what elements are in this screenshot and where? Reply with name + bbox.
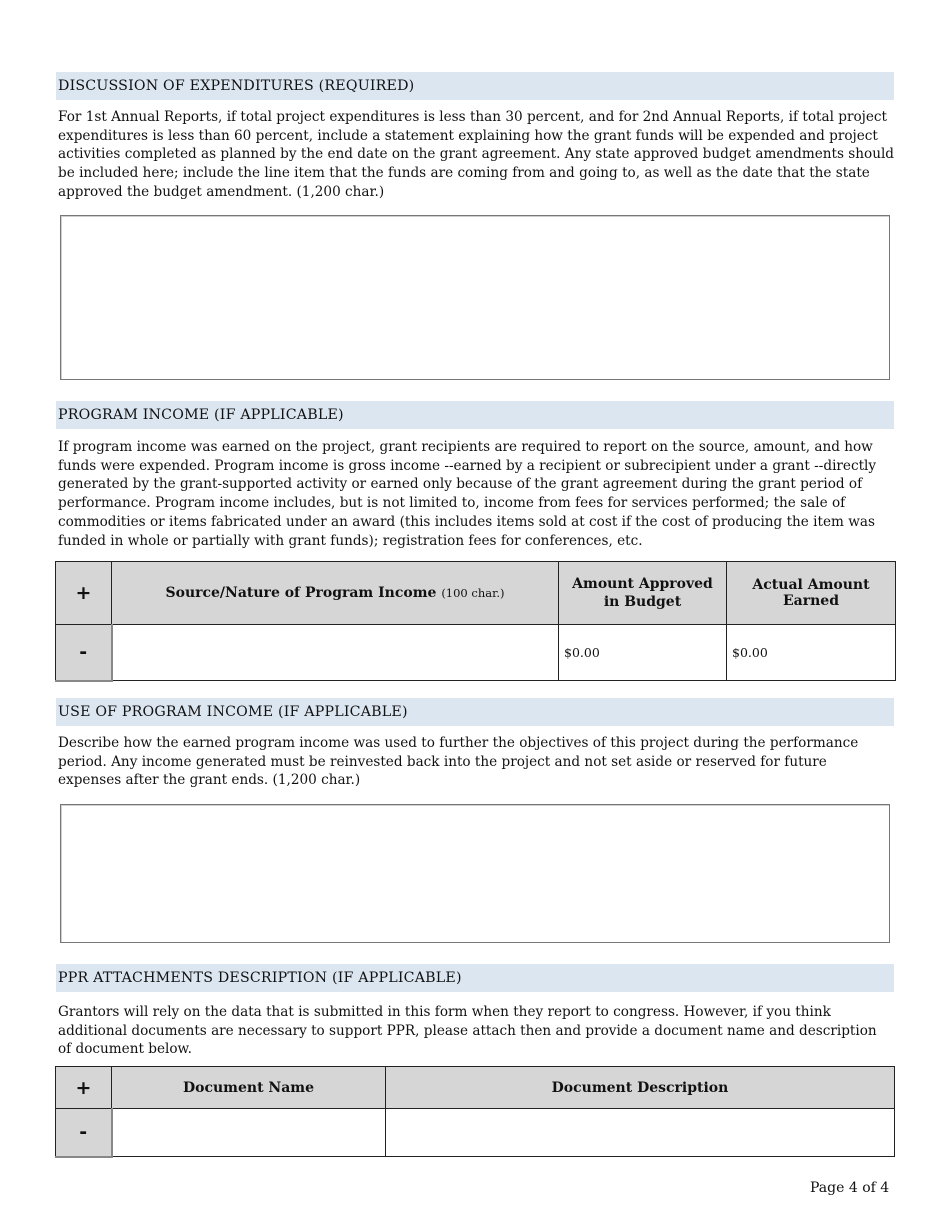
amount-approved-input[interactable]: $0.00 <box>559 625 727 681</box>
add-row-button[interactable]: + <box>56 562 112 625</box>
actual-amount-input[interactable]: $0.00 <box>727 625 896 681</box>
attachments-instructions: Grantors will rely on the data that is submitted in this form when they report to congress. However, if you think additional documents are necessary to support PPR, please attach then and provide a document name and description of document below. <box>58 1004 877 1058</box>
column-header-source <box>112 562 559 625</box>
column-header-source-label: Source/Nature of Program Income <box>165 585 437 601</box>
section-header-program-income: PROGRAM INCOME (IF APPLICABLE) <box>56 401 894 429</box>
expenditures-instructions: For 1st Annual Reports, if total project expenditures is less than 30 percent, and for 2nd Annual Reports, if total project expenditures is less than 60 percent, include a statement explaining how the grant funds will be expended and project activities completed as planned by the end date on the grant agreement. Any state approved budget amendments should be included here; include the line item that the funds are coming from and going to, as well as the date that the state approved the budget amendment. (1,200 char.) <box>58 109 895 200</box>
column-header-document-description: Document Description <box>386 1067 895 1109</box>
program-income-table <box>55 561 896 682</box>
program-income-instructions: If program income was earned on the project, grant recipients are required to report on the source, amount, and how funds were expended. Program income is gross income --earned by a recipient or subrecipient under a grant --directly generated by the grant-supported activity or earned only because of the grant agreement during the grant period of performance. Program income includes, but is not limited to, income from fees for services performed; the sale of commodities or items fabricated under an award (this includes items sold at cost if the cost of producing the item was funded in whole or partially with grant funds); registration fees for conferences, etc. <box>58 439 877 549</box>
expenditures-textarea[interactable] <box>60 215 890 380</box>
table-row <box>56 625 896 681</box>
section-header-use-of-income: USE OF PROGRAM INCOME (IF APPLICABLE) <box>56 698 894 726</box>
source-input[interactable] <box>112 625 559 681</box>
column-header-amount-approved: Amount Approved in Budget <box>559 562 727 625</box>
page-number: Page 4 of 4 <box>810 1180 890 1196</box>
attachments-table <box>55 1066 895 1158</box>
attachments-header-row <box>56 1067 895 1109</box>
program-income-header-row <box>56 562 896 625</box>
remove-row-button[interactable]: - <box>56 625 112 681</box>
column-header-actual-amount: Actual Amount Earned <box>727 562 896 625</box>
document-description-input[interactable] <box>386 1109 895 1157</box>
section-header-attachments: PPR ATTACHMENTS DESCRIPTION (IF APPLICABLE) <box>56 964 894 992</box>
use-of-income-textarea[interactable] <box>60 804 890 943</box>
add-attachment-button[interactable]: + <box>56 1067 112 1109</box>
section-header-expenditures: DISCUSSION OF EXPENDITURES (REQUIRED) <box>56 72 894 100</box>
document-name-input[interactable] <box>112 1109 386 1157</box>
column-header-source-limit: (100 char.) <box>441 586 505 600</box>
remove-attachment-button[interactable]: - <box>56 1109 112 1157</box>
table-row <box>56 1109 895 1157</box>
column-header-document-name: Document Name <box>112 1067 386 1109</box>
use-of-income-instructions: Describe how the earned program income was used to further the objectives of this project during the performance period. Any income generated must be reinvested back into the project and not set aside or reserved for future expenses after the grant ends. (1,200 char.) <box>58 735 859 789</box>
